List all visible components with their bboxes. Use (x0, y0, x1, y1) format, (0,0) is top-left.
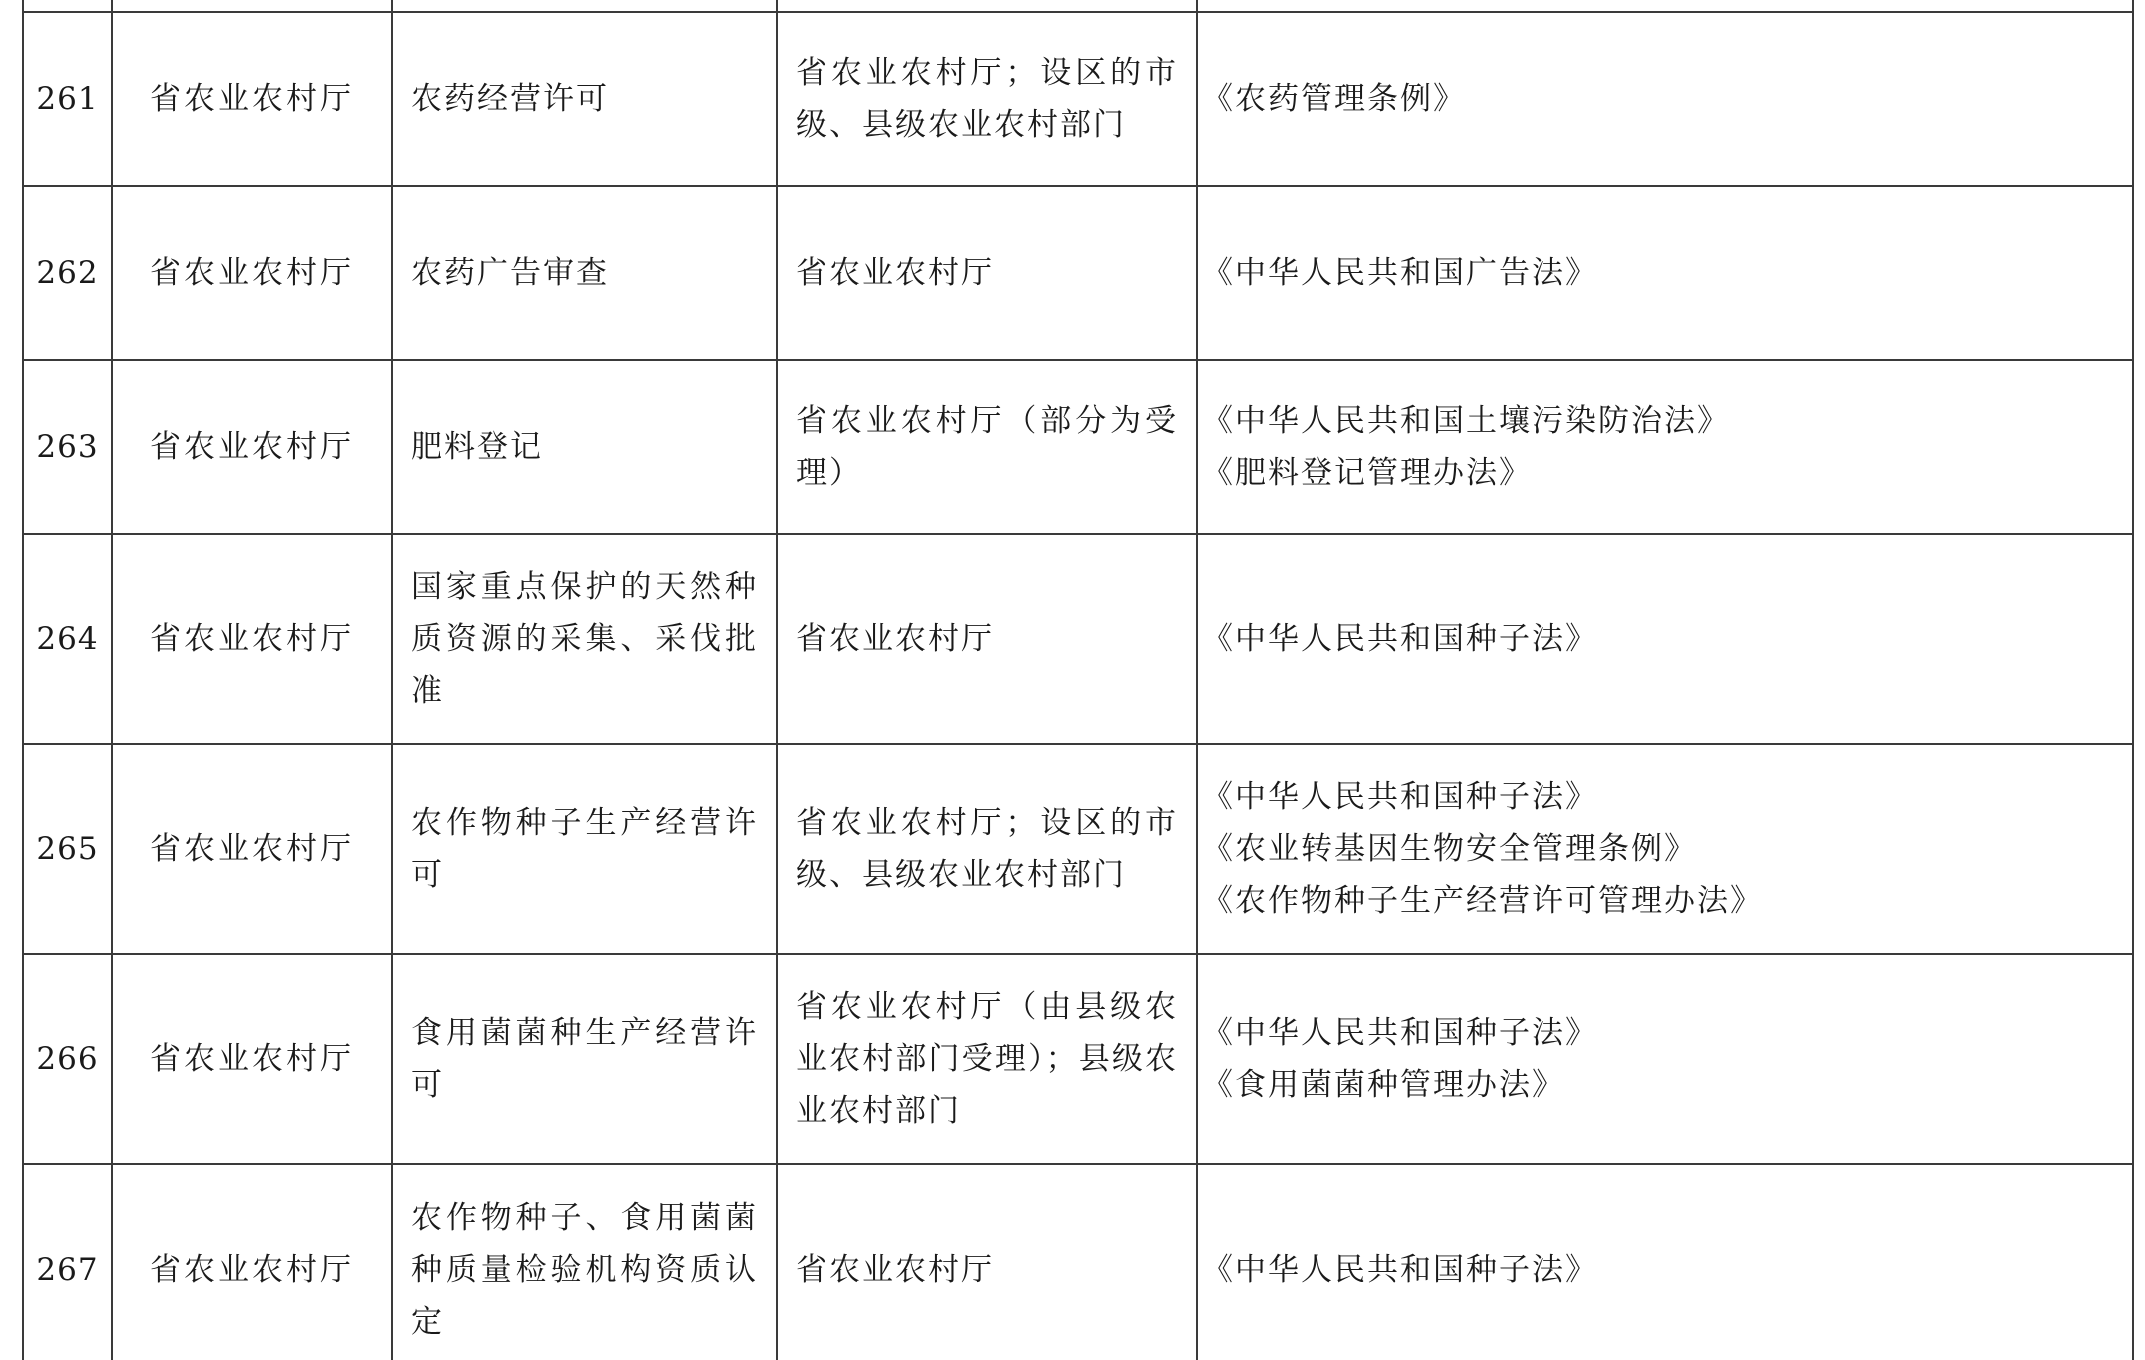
legal-basis-line: 《中华人民共和国种子法》 (1202, 1015, 1598, 1051)
row-number: 262 (23, 186, 112, 360)
item-name-cell: 食用菌菌种生产经营许可 (392, 954, 777, 1164)
implementing-agency-cell: 省农业农村厅；设区的市级、县级农业农村部门 (777, 12, 1197, 186)
table-row (23, 744, 2133, 954)
legal-basis-line: 《肥料登记管理办法》 (1202, 455, 1532, 491)
legal-basis-line: 《中华人民共和国种子法》 (1202, 779, 1598, 815)
item-name-cell: 农药经营许可 (392, 12, 777, 186)
table-cell (112, 0, 392, 12)
implementing-agency-cell: 省农业农村厅（由县级农业农村部门受理）；县级农业农村部门 (777, 954, 1197, 1164)
row-number: 264 (23, 534, 112, 744)
legal-basis-cell (1197, 1164, 2133, 1360)
table-row (23, 534, 2133, 744)
table-cell (23, 0, 112, 12)
table-cell (392, 0, 777, 12)
department-cell: 省农业农村厅 (112, 744, 392, 954)
department-cell: 省农业农村厅 (112, 186, 392, 360)
legal-basis-line: 《农业转基因生物安全管理条例》 (1202, 831, 1697, 867)
item-name-cell: 肥料登记 (392, 360, 777, 534)
implementing-agency-cell: 省农业农村厅 (777, 1164, 1197, 1360)
previous-row-remnant (23, 0, 2133, 12)
department-cell: 省农业农村厅 (112, 954, 392, 1164)
department-cell: 省农业农村厅 (112, 12, 392, 186)
row-number: 265 (23, 744, 112, 954)
table-cell (777, 0, 1197, 12)
legal-basis-cell (1197, 186, 2133, 360)
legal-basis-line: 《农药管理条例》 (1202, 81, 1466, 117)
row-number: 266 (23, 954, 112, 1164)
legal-basis-cell (1197, 534, 2133, 744)
table-cell (1197, 0, 2133, 12)
item-name-cell: 农作物种子生产经营许可 (392, 744, 777, 954)
item-name-cell: 国家重点保护的天然种质资源的采集、采伐批准 (392, 534, 777, 744)
implementing-agency-cell: 省农业农村厅；设区的市级、县级农业农村部门 (777, 744, 1197, 954)
legal-basis-cell (1197, 954, 2133, 1164)
department-cell: 省农业农村厅 (112, 360, 392, 534)
table-row (23, 360, 2133, 534)
legal-basis-line: 《食用菌菌种管理办法》 (1202, 1067, 1565, 1103)
licensing-items-table (22, 0, 2134, 1360)
legal-basis-cell (1197, 12, 2133, 186)
table-row (23, 186, 2133, 360)
table-row (23, 12, 2133, 186)
row-number: 267 (23, 1164, 112, 1360)
department-cell: 省农业农村厅 (112, 1164, 392, 1360)
legal-basis-line: 《中华人民共和国土壤污染防治法》 (1202, 403, 1730, 439)
table-row (23, 954, 2133, 1164)
department-cell: 省农业农村厅 (112, 534, 392, 744)
implementing-agency-cell: 省农业农村厅 (777, 186, 1197, 360)
table-row (23, 1164, 2133, 1360)
legal-basis-line: 《中华人民共和国种子法》 (1202, 1252, 1598, 1288)
item-name-cell: 农药广告审查 (392, 186, 777, 360)
legal-basis-line: 《中华人民共和国种子法》 (1202, 621, 1598, 657)
row-number: 263 (23, 360, 112, 534)
item-name-cell: 农作物种子、食用菌菌种质量检验机构资质认定 (392, 1164, 777, 1360)
legal-basis-cell (1197, 744, 2133, 954)
legal-basis-line: 《农作物种子生产经营许可管理办法》 (1202, 883, 1763, 919)
legal-basis-line: 《中华人民共和国广告法》 (1202, 255, 1598, 291)
legal-basis-cell (1197, 360, 2133, 534)
implementing-agency-cell: 省农业农村厅（部分为受理） (777, 360, 1197, 534)
row-number: 261 (23, 12, 112, 186)
implementing-agency-cell: 省农业农村厅 (777, 534, 1197, 744)
